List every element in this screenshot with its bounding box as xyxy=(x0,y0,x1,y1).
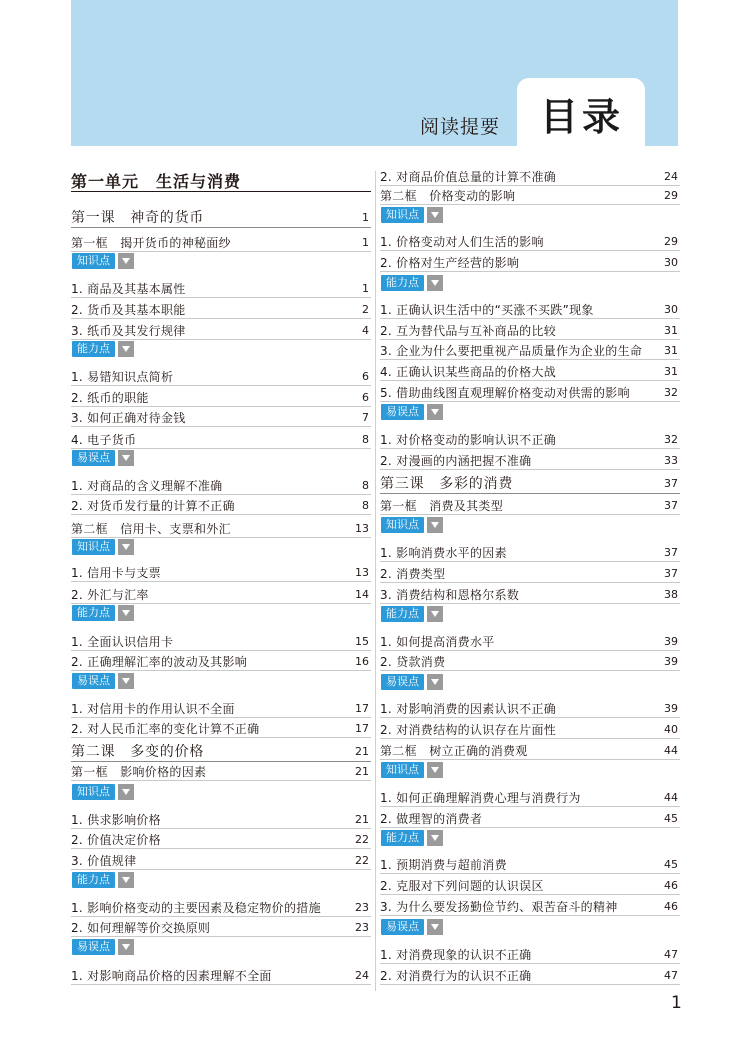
toc-frame-row[interactable] xyxy=(380,742,680,760)
toc-entry-title: 1. 价格变动对人们生活的影响 xyxy=(380,234,544,249)
toc-entry-page: 33 xyxy=(664,453,678,467)
toc-entry-page: 47 xyxy=(664,947,678,961)
toc-item-row[interactable] xyxy=(71,564,371,582)
toc-entry-page: 29 xyxy=(664,188,678,202)
toc-entry-page: 30 xyxy=(664,255,678,269)
section-tag xyxy=(381,275,443,291)
toc-entry-page: 44 xyxy=(664,743,678,757)
toc-item-row[interactable] xyxy=(71,852,371,870)
toc-item-row[interactable] xyxy=(71,899,371,917)
toc-entry-page: 21 xyxy=(355,744,369,758)
toc-item-row[interactable] xyxy=(380,586,680,604)
toc-frame-row[interactable] xyxy=(71,763,371,781)
toc-entry-page: 46 xyxy=(664,899,678,913)
toc-entry-title: 第一单元 生活与消费 xyxy=(71,171,242,191)
section-tag-label: 易误点 xyxy=(72,450,115,466)
toc-entry-page: 37 xyxy=(664,545,678,559)
triangle-down-icon xyxy=(118,605,134,621)
section-tag xyxy=(72,872,134,888)
toc-item-row[interactable] xyxy=(380,967,680,985)
toc-item-row[interactable] xyxy=(380,452,680,470)
triangle-down-icon xyxy=(118,450,134,466)
toc-entry-title: 3. 为什么要发扬勤俭节约、艰苦奋斗的精神 xyxy=(380,899,618,914)
section-tag xyxy=(381,517,443,533)
toc-entry-page: 1 xyxy=(362,281,369,295)
toc-entry-title: 2. 对商品价值总量的计算不准确 xyxy=(380,169,557,184)
toc-entry-title: 4. 正确认识某些商品的价格大战 xyxy=(380,364,557,379)
toc-item-row[interactable] xyxy=(71,431,371,449)
toc-entry-page: 30 xyxy=(664,302,678,316)
toc-item-row[interactable] xyxy=(380,301,680,319)
toc-item-row[interactable] xyxy=(71,409,371,427)
section-tag-label: 知识点 xyxy=(381,207,424,223)
toc-entry-title: 2. 正确理解汇率的波动及其影响 xyxy=(71,654,248,669)
toc-entry-page: 22 xyxy=(355,853,369,867)
toc-entry-title: 2. 克服对下列问题的认识误区 xyxy=(380,878,544,893)
section-tag-label: 能力点 xyxy=(72,605,115,621)
triangle-down-icon xyxy=(118,939,134,955)
section-tag xyxy=(72,673,134,689)
toc-entry-title: 1. 供求影响价格 xyxy=(71,812,161,827)
toc-item-row[interactable] xyxy=(380,789,680,807)
toc-entry-page: 23 xyxy=(355,900,369,914)
toc-item-row[interactable] xyxy=(71,811,371,829)
toc-item-row[interactable] xyxy=(380,168,680,186)
page-title: 目录 xyxy=(540,95,625,139)
section-tag-label: 知识点 xyxy=(381,517,424,533)
toc-entry-title: 1. 商品及其基本属性 xyxy=(71,281,186,296)
toc-entry-title: 3. 企业为什么要把重视产品质量作为企业的生命 xyxy=(380,343,643,358)
toc-entry-page: 6 xyxy=(362,369,369,383)
section-tag-label: 易误点 xyxy=(381,404,424,420)
toc-entry-title: 3. 纸币及其发行规律 xyxy=(71,323,186,338)
toc-item-row[interactable] xyxy=(71,389,371,407)
toc-lesson-row[interactable] xyxy=(71,742,371,762)
toc-item-row[interactable] xyxy=(71,967,371,985)
section-tag xyxy=(381,762,443,778)
toc-item-row[interactable] xyxy=(380,431,680,449)
toc-entry-page: 37 xyxy=(664,476,678,490)
toc-entry-page: 37 xyxy=(664,498,678,512)
section-tag-label: 易误点 xyxy=(381,919,424,935)
toc-entry-title: 2. 对人民币汇率的变化计算不正确 xyxy=(71,721,260,736)
toc-item-row[interactable] xyxy=(71,586,371,604)
page-number: 1 xyxy=(671,993,682,1013)
toc-entry-title: 2. 价值决定价格 xyxy=(71,832,161,847)
toc-item-row[interactable] xyxy=(380,700,680,718)
toc-frame-row[interactable] xyxy=(71,234,371,252)
section-tag-label: 能力点 xyxy=(381,606,424,622)
toc-entry-title: 1. 正确认识生活中的“买涨不买跌”现象 xyxy=(380,302,594,317)
toc-item-row[interactable] xyxy=(380,946,680,964)
toc-entry-title: 1. 预期消费与超前消费 xyxy=(380,857,507,872)
toc-entry-title: 1. 易错知识点简析 xyxy=(71,369,174,384)
toc-entry-title: 1. 如何提高消费水平 xyxy=(380,634,495,649)
toc-entry-title: 2. 对消费结构的认识存在片面性 xyxy=(380,722,557,737)
section-tag-label: 易误点 xyxy=(72,673,115,689)
toc-item-row[interactable] xyxy=(380,322,680,340)
toc-entry-page: 40 xyxy=(664,722,678,736)
toc-entry-page: 21 xyxy=(355,812,369,826)
toc-entry-page: 17 xyxy=(355,701,369,715)
toc-entry-page: 39 xyxy=(664,654,678,668)
toc-entry-title: 2. 如何理解等价交换原则 xyxy=(71,920,211,935)
toc-entry-page: 45 xyxy=(664,811,678,825)
toc-entry-page: 44 xyxy=(664,790,678,804)
toc-item-row[interactable] xyxy=(380,721,680,739)
toc-entry-page: 24 xyxy=(664,169,678,183)
section-tag xyxy=(381,830,443,846)
toc-entry-page: 14 xyxy=(355,587,369,601)
section-tag-label: 知识点 xyxy=(381,762,424,778)
toc-unit-row[interactable] xyxy=(71,170,371,192)
toc-item-row[interactable] xyxy=(71,477,371,495)
toc-entry-page: 8 xyxy=(362,498,369,512)
toc-frame-row[interactable] xyxy=(380,187,680,205)
toc-lesson-row[interactable] xyxy=(380,474,680,494)
toc-entry-title: 5. 借助曲线图直观理解价格变动对供需的影响 xyxy=(380,385,630,400)
section-tag xyxy=(381,404,443,420)
toc-entry-page: 46 xyxy=(664,878,678,892)
toc-entry-page: 23 xyxy=(355,920,369,934)
triangle-down-icon xyxy=(118,253,134,269)
triangle-down-icon xyxy=(427,404,443,420)
section-tag xyxy=(72,450,134,466)
triangle-down-icon xyxy=(118,539,134,555)
triangle-down-icon xyxy=(427,606,443,622)
toc-item-row[interactable] xyxy=(380,898,680,916)
triangle-down-icon xyxy=(427,674,443,690)
toc-entry-page: 38 xyxy=(664,587,678,601)
toc-entry-title: 1. 对信用卡的作用认识不全面 xyxy=(71,701,235,716)
toc-entry-page: 32 xyxy=(664,432,678,446)
toc-entry-page: 8 xyxy=(362,478,369,492)
toc-item-row[interactable] xyxy=(71,831,371,849)
toc-entry-title: 2. 对货币发行量的计算不正确 xyxy=(71,498,235,513)
toc-entry-title: 1. 信用卡与支票 xyxy=(71,565,161,580)
section-tag xyxy=(381,674,443,690)
toc-entry-page: 6 xyxy=(362,390,369,404)
toc-entry-title: 2. 纸币的职能 xyxy=(71,390,149,405)
toc-item-row[interactable] xyxy=(71,700,371,718)
toc-frame-row[interactable] xyxy=(71,520,371,538)
toc-entry-title: 4. 电子货币 xyxy=(71,432,137,447)
section-tag-label: 能力点 xyxy=(72,341,115,357)
toc-item-row[interactable] xyxy=(71,301,371,319)
section-tag-label: 知识点 xyxy=(72,784,115,800)
toc-entry-page: 24 xyxy=(355,968,369,982)
toc-item-row[interactable] xyxy=(380,233,680,251)
toc-entry-title: 第一框 揭开货币的神秘面纱 xyxy=(71,235,231,250)
section-tag xyxy=(72,341,134,357)
toc-entry-title: 1. 对商品的含义理解不准确 xyxy=(71,478,223,493)
toc-entry-title: 第一框 消费及其类型 xyxy=(380,498,504,513)
toc-item-row[interactable] xyxy=(71,633,371,651)
toc-entry-title: 2. 互为替代品与互补商品的比较 xyxy=(380,323,557,338)
toc-entry-page: 31 xyxy=(664,364,678,378)
toc-item-row[interactable] xyxy=(380,653,680,671)
toc-item-row[interactable] xyxy=(380,565,680,583)
toc-entry-title: 1. 全面认识信用卡 xyxy=(71,634,174,649)
section-tag-label: 易误点 xyxy=(381,674,424,690)
section-tag-label: 能力点 xyxy=(381,275,424,291)
toc-item-row[interactable] xyxy=(380,544,680,562)
toc-item-row[interactable] xyxy=(71,280,371,298)
toc-item-row[interactable] xyxy=(380,254,680,272)
toc-entry-title: 2. 贷款消费 xyxy=(380,654,446,669)
toc-item-row[interactable] xyxy=(71,497,371,515)
toc-entry-page: 13 xyxy=(355,521,369,535)
toc-entry-title: 2. 对消费行为的认识不正确 xyxy=(380,968,532,983)
toc-entry-title: 1. 对价格变动的影响认识不正确 xyxy=(380,432,557,447)
toc-entry-title: 2. 对漫画的内涵把握不准确 xyxy=(380,453,532,468)
toc-entry-title: 第二框 树立正确的消费观 xyxy=(380,743,528,758)
toc-entry-page: 8 xyxy=(362,432,369,446)
toc-entry-page: 45 xyxy=(664,857,678,871)
toc-entry-title: 2. 价格对生产经营的影响 xyxy=(380,255,520,270)
toc-entry-title: 1. 影响价格变动的主要因素及稳定物价的措施 xyxy=(71,900,321,915)
section-tag-label: 易误点 xyxy=(72,939,115,955)
toc-entry-page: 15 xyxy=(355,634,369,648)
toc-entry-title: 第二课 多变的价格 xyxy=(71,744,205,760)
toc-frame-row[interactable] xyxy=(380,497,680,515)
toc-entry-title: 1. 如何正确理解消费心理与消费行为 xyxy=(380,790,581,805)
section-tag xyxy=(72,939,134,955)
toc-entry-page: 1 xyxy=(362,210,369,224)
toc-entry-title: 3. 如何正确对待金钱 xyxy=(71,410,186,425)
toc-entry-page: 4 xyxy=(362,323,369,337)
triangle-down-icon xyxy=(427,919,443,935)
toc-item-row[interactable] xyxy=(380,342,680,360)
section-tag xyxy=(381,207,443,223)
toc-entry-title: 1. 对影响消费的因素认识不正确 xyxy=(380,701,557,716)
toc-item-row[interactable] xyxy=(71,368,371,386)
triangle-down-icon xyxy=(118,784,134,800)
toc-entry-title: 1. 对影响商品价格的因素理解不全面 xyxy=(71,968,272,983)
toc-item-row[interactable] xyxy=(380,633,680,651)
section-tag xyxy=(72,605,134,621)
toc-item-row[interactable] xyxy=(380,384,680,402)
section-tag-label: 能力点 xyxy=(381,830,424,846)
triangle-down-icon xyxy=(427,275,443,291)
toc-entry-page: 21 xyxy=(355,764,369,778)
toc-entry-title: 第一框 影响价格的因素 xyxy=(71,764,207,779)
toc-item-row[interactable] xyxy=(380,877,680,895)
triangle-down-icon xyxy=(427,762,443,778)
toc-entry-title: 3. 价值规律 xyxy=(71,853,137,868)
toc-entry-page: 31 xyxy=(664,343,678,357)
toc-entry-title: 3. 消费结构和恩格尔系数 xyxy=(380,587,520,602)
triangle-down-icon xyxy=(118,341,134,357)
section-tag xyxy=(381,606,443,622)
toc-item-row[interactable] xyxy=(71,919,371,937)
triangle-down-icon xyxy=(118,872,134,888)
toc-item-row[interactable] xyxy=(71,653,371,671)
toc-entry-page: 39 xyxy=(664,634,678,648)
toc-entry-title: 第二框 价格变动的影响 xyxy=(380,188,516,203)
toc-entry-title: 2. 消费类型 xyxy=(380,566,446,581)
toc-entry-page: 7 xyxy=(362,410,369,424)
toc-entry-title: 第二框 信用卡、支票和外汇 xyxy=(71,521,231,536)
section-tag-label: 能力点 xyxy=(72,872,115,888)
toc-entry-title: 第一课 神奇的货币 xyxy=(71,210,205,226)
section-tag-label: 知识点 xyxy=(72,539,115,555)
section-tag xyxy=(72,253,134,269)
toc-item-row[interactable] xyxy=(71,720,371,738)
toc-item-row[interactable] xyxy=(380,363,680,381)
section-tag xyxy=(381,919,443,935)
toc-item-row[interactable] xyxy=(380,810,680,828)
toc-entry-page: 29 xyxy=(664,234,678,248)
toc-entry-page: 32 xyxy=(664,385,678,399)
section-tag-label: 知识点 xyxy=(72,253,115,269)
toc-entry-page: 13 xyxy=(355,565,369,579)
header-subtitle: 阅读提要 xyxy=(420,116,501,138)
toc-entry-page: 2 xyxy=(362,302,369,316)
toc-entry-page: 17 xyxy=(355,721,369,735)
triangle-down-icon xyxy=(427,517,443,533)
toc-entry-title: 1. 影响消费水平的因素 xyxy=(380,545,507,560)
toc-entry-page: 47 xyxy=(664,968,678,982)
toc-entry-page: 1 xyxy=(362,235,369,249)
toc-entry-title: 2. 外汇与汇率 xyxy=(71,587,149,602)
toc-entry-page: 31 xyxy=(664,323,678,337)
triangle-down-icon xyxy=(118,673,134,689)
toc-entry-page: 37 xyxy=(664,566,678,580)
toc-entry-title: 第三课 多彩的消费 xyxy=(380,476,514,492)
section-tag xyxy=(72,784,134,800)
toc-item-row[interactable] xyxy=(380,856,680,874)
column-divider xyxy=(375,171,376,991)
toc-entry-page: 39 xyxy=(664,701,678,715)
toc-entry-title: 1. 对消费现象的认识不正确 xyxy=(380,947,532,962)
toc-entry-page: 22 xyxy=(355,832,369,846)
section-tag xyxy=(72,539,134,555)
triangle-down-icon xyxy=(427,207,443,223)
toc-entry-page: 16 xyxy=(355,654,369,668)
toc-item-row[interactable] xyxy=(71,322,371,340)
toc-lesson-row[interactable] xyxy=(71,208,371,228)
triangle-down-icon xyxy=(427,830,443,846)
toc-entry-title: 2. 做理智的消费者 xyxy=(380,811,483,826)
toc-entry-title: 2. 货币及其基本职能 xyxy=(71,302,186,317)
